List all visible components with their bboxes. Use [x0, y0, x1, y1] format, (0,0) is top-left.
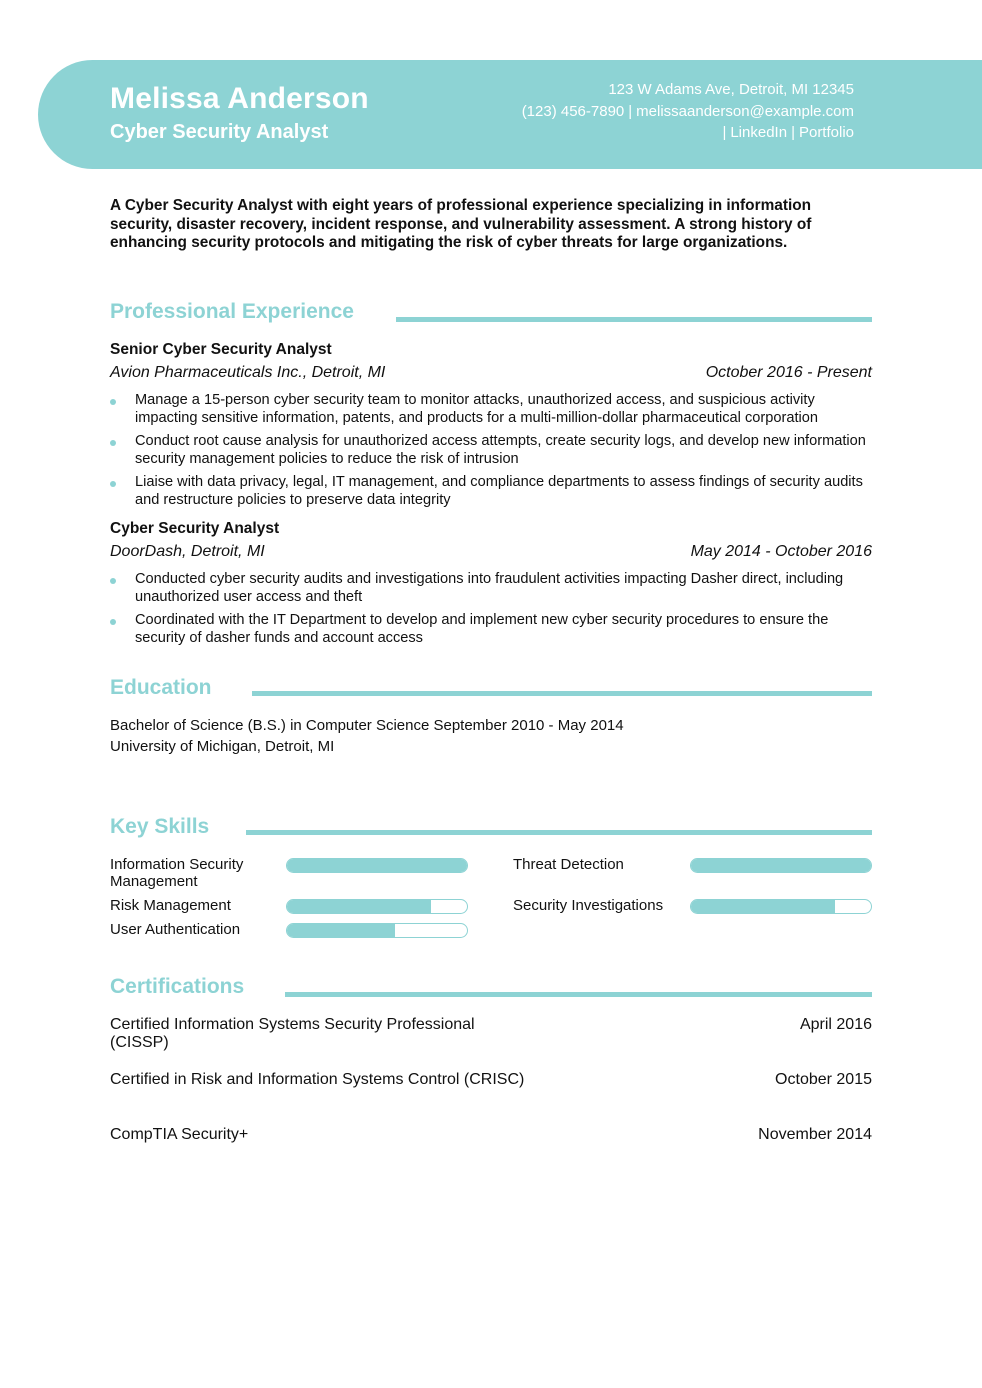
list-item: Coordinated with the IT Department to develop and implement new cyber security procedures to ensure the security of dasher funds and account access	[110, 612, 872, 647]
list-item: Manage a 15-person cyber security team to monitor attacks, unauthorized access, and suspicious activity impacting sensitive information, patents, and products for a multi-million-dollar pharmaceutical corporation	[110, 392, 872, 427]
job-company: DoorDash, Detroit, MI	[110, 543, 265, 560]
separator: |	[628, 102, 633, 120]
skill-bar	[286, 858, 468, 873]
bullet-icon	[110, 619, 116, 625]
bullet-icon	[110, 440, 116, 446]
separator: |	[722, 124, 727, 141]
skills-heading: Key Skills	[110, 815, 210, 838]
skill-fill	[287, 924, 395, 937]
certification-name: Certified in Risk and Information Systems Control (CRISC)	[110, 1071, 525, 1088]
skill-label: Threat Detection	[513, 856, 624, 873]
skill-fill	[287, 859, 467, 872]
job-role: Cyber Security Analyst	[110, 520, 280, 537]
certification-name: CompTIA Security+	[110, 1126, 249, 1143]
skill-fill	[691, 900, 835, 913]
contact-line	[522, 101, 854, 123]
list-item: Conduct root cause analysis for unauthorized access attempts, create security logs, and develop new information security management policies to reduce the risk of intrusion	[110, 433, 872, 468]
bullet-icon	[110, 481, 116, 487]
bullet-icon	[110, 399, 116, 405]
job-company: Avion Pharmaceuticals Inc., Detroit, MI	[110, 364, 386, 381]
candidate-title: Cyber Security Analyst	[110, 121, 329, 143]
job-dates: May 2014 - October 2016	[690, 543, 872, 560]
professional-summary: A Cyber Security Analyst with eight years of professional experience specializing in information security, disaster recovery, incident response, and vulnerability assessment. A strong history of enhancing security protocols and mitigating the risk of cyber threats for large organizations.	[110, 197, 812, 251]
skill-bar	[690, 858, 872, 873]
certification-name: Certified Information Systems Security Professional (CISSP)	[110, 1016, 475, 1051]
skill-bar	[286, 899, 468, 914]
experience-heading: Professional Experience	[110, 300, 354, 323]
skill-label: Information Security Management	[110, 856, 244, 890]
certification-date: November 2014	[758, 1126, 872, 1143]
certification-date: October 2015	[775, 1071, 872, 1088]
education-school: University of Michigan, Detroit, MI	[110, 738, 335, 755]
skill-label: User Authentication	[110, 921, 241, 938]
skill-label: Risk Management	[110, 897, 231, 914]
certification-date: April 2016	[799, 1016, 872, 1033]
portfolio-link[interactable]: Portfolio	[798, 124, 854, 141]
job-dates: October 2016 - Present	[705, 364, 872, 381]
section-divider	[246, 830, 872, 835]
section-divider	[285, 992, 872, 997]
linkedin-link[interactable]: LinkedIn	[730, 124, 788, 141]
address: 123 W Adams Ave, Detroit, MI 12345	[608, 81, 854, 98]
certifications-heading: Certifications	[110, 975, 245, 998]
job-bullets	[110, 392, 872, 515]
section-divider	[396, 317, 872, 322]
job-bullets	[110, 571, 872, 653]
separator: |	[791, 124, 795, 141]
email-link[interactable]: melissaanderson@example.com	[636, 102, 854, 120]
skill-fill	[691, 859, 871, 872]
education-degree: Bachelor of Science (B.S.) in Computer Science September 2010 - May 2014	[110, 717, 624, 734]
links-line	[522, 122, 854, 144]
contact-info	[522, 79, 854, 144]
header-banner	[38, 60, 982, 169]
skill-bar	[690, 899, 872, 914]
list-item: Liaise with data privacy, legal, IT management, and compliance departments to assess findings of security audits and restructure policies to preserve data integrity	[110, 474, 872, 509]
candidate-name: Melissa Anderson	[110, 82, 369, 115]
phone[interactable]: (123) 456-7890	[521, 102, 625, 120]
bullet-icon	[110, 578, 116, 584]
job-role: Senior Cyber Security Analyst	[110, 341, 332, 358]
skill-label: Security Investigations	[513, 897, 664, 914]
list-item: Conducted cyber security audits and investigations into fraudulent activities impacting Dasher direct, including unauthorized user access and theft	[110, 571, 872, 606]
section-divider	[252, 691, 872, 696]
skill-fill	[287, 900, 431, 913]
education-heading: Education	[110, 676, 212, 699]
skill-bar	[286, 923, 468, 938]
